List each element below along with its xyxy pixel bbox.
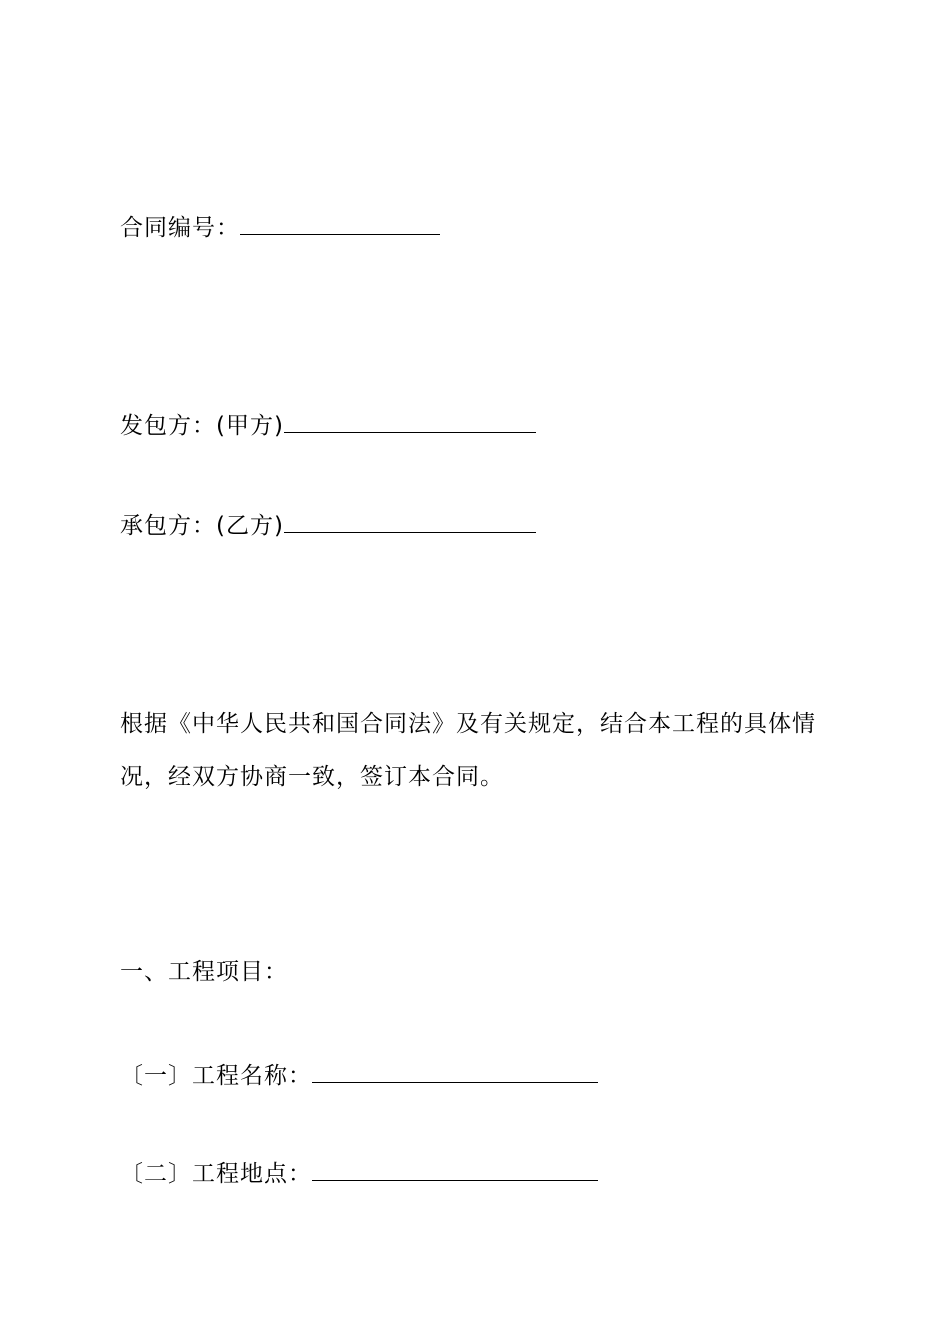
project-location-blank[interactable]: [312, 1156, 598, 1181]
contract-number-label: 合同编号：: [120, 215, 240, 241]
section-1-heading: 一、工程项目：: [120, 959, 288, 985]
project-name-blank[interactable]: [312, 1058, 598, 1083]
party-a-row: [120, 408, 536, 443]
contract-number-row: [120, 210, 440, 245]
party-b-row: [120, 508, 536, 543]
project-location-label: 〔二〕工程地点：: [120, 1161, 312, 1187]
project-name-row: [120, 1058, 598, 1093]
preamble-paragraph: 根据《中华人民共和国合同法》及有关规定，结合本工程的具体情况，经双方协商一致，签订本合同。: [120, 711, 816, 790]
party-a-blank[interactable]: [284, 408, 536, 433]
project-location-row: [120, 1156, 598, 1191]
party-b-label: 承包方：(乙方): [120, 513, 284, 539]
contract-number-blank[interactable]: [240, 210, 440, 235]
party-b-blank[interactable]: [284, 508, 536, 533]
party-a-label: 发包方：(甲方): [120, 413, 284, 439]
project-name-label: 〔一〕工程名称：: [120, 1063, 312, 1089]
